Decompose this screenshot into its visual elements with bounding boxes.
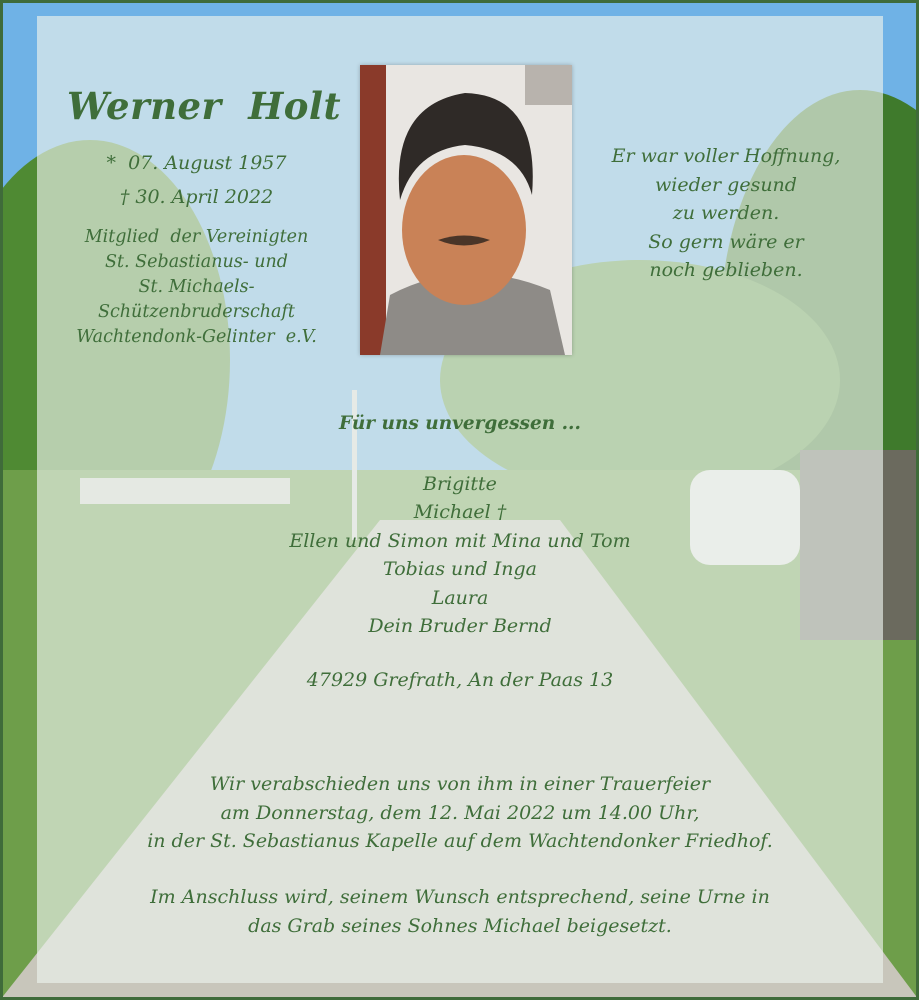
family-member: Ellen und Simon mit Mina und Tom <box>289 529 631 552</box>
death-date: † 30. April 2022 <box>119 186 274 208</box>
quote-line: noch geblieben. <box>649 259 803 282</box>
ceremony-line: Wir verabschieden uns von ihm in einer Trauerfeier <box>209 773 711 795</box>
family-member: Brigitte <box>423 473 497 495</box>
memorial-quote <box>598 142 854 285</box>
quote-line: So gern wäre er <box>648 230 804 253</box>
portrait-illustration <box>360 65 572 355</box>
family-member: Dein Bruder Bernd <box>368 615 552 638</box>
quote-line: zu werden. <box>672 202 780 225</box>
burial-notice <box>37 883 883 940</box>
family-address: 47929 Grefrath, An der Paas 13 <box>306 669 614 691</box>
tagline: Für uns unvergessen ... <box>339 413 581 434</box>
portrait-photo <box>360 65 572 355</box>
quote-line: Er war voller Hoffnung, <box>611 145 841 167</box>
club-line: St. Michaels- <box>138 277 255 297</box>
deceased-name: Werner Holt <box>67 84 342 128</box>
life-dates <box>55 146 338 214</box>
birth-date: * 07. August 1957 <box>106 152 287 174</box>
club-line: Schützenbruderschaft <box>98 302 295 322</box>
club-line: Wachtendonk-Gelinter e.V. <box>76 327 317 347</box>
family-member: Tobias und Inga <box>383 558 537 581</box>
burial-line: Im Anschluss wird, seinem Wunsch entsprechend, seine Urne in <box>150 886 770 908</box>
quote-line: wieder gesund <box>655 173 797 196</box>
family-list <box>37 470 883 640</box>
ceremony-line: am Donnerstag, dem 12. Mai 2022 um 14.00 Uhr, <box>220 801 700 824</box>
family-member: Laura <box>431 586 489 609</box>
club-line: Mitglied der Vereinigten <box>84 227 309 247</box>
club-membership <box>55 225 338 350</box>
family-member: Michael † <box>413 501 507 524</box>
ceremony-line: in der St. Sebastianus Kapelle auf dem Wachtendonker Friedhof. <box>147 830 773 853</box>
club-line: St. Sebastianus- und <box>105 252 288 272</box>
ceremony-notice <box>37 770 883 856</box>
burial-line: das Grab seines Sohnes Michael beigesetzt. <box>248 914 672 937</box>
